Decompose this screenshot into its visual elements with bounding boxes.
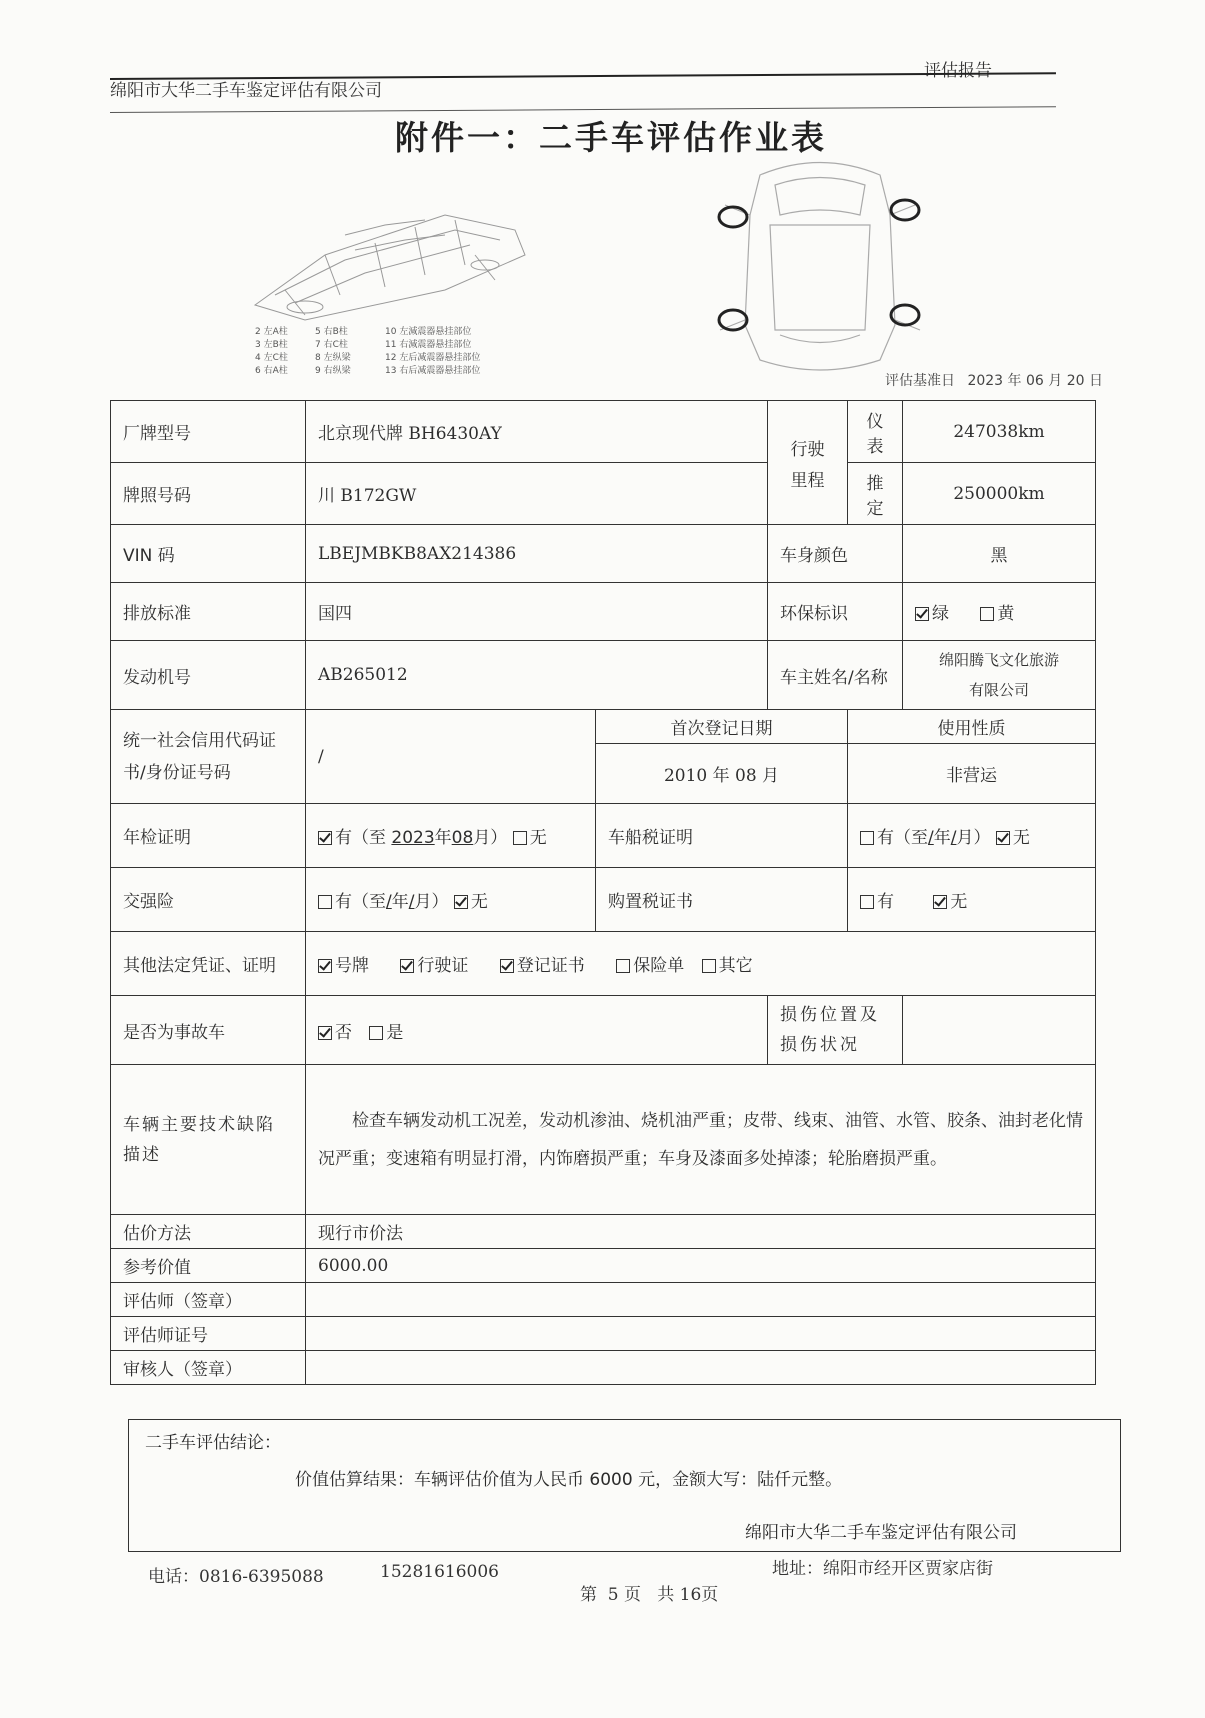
reviewer-label: 审核人（签章） bbox=[111, 1351, 306, 1385]
owner-value-line2: 有限公司 bbox=[969, 681, 1030, 699]
doc-license-checkbox[interactable] bbox=[400, 959, 414, 973]
legend-item: 9 右纵梁 bbox=[315, 366, 351, 376]
eco-options bbox=[903, 583, 1096, 641]
meter-label-line1: 仪 bbox=[866, 411, 884, 432]
conclusion-label: 二手车评估结论： bbox=[145, 1433, 281, 1453]
base-date-label: 评估基准日 bbox=[885, 373, 955, 389]
accident-no-checkbox[interactable] bbox=[318, 1026, 332, 1040]
annual-year: 2023 bbox=[391, 828, 435, 848]
ref-value-label: 参考价值 bbox=[111, 1249, 306, 1283]
annual-label: 年检证明 bbox=[111, 804, 306, 868]
legend-item: 11 右減震器悬挂部位 bbox=[385, 340, 472, 350]
accident-yes: 是 bbox=[386, 1022, 404, 1043]
vessel-none: 无 bbox=[1012, 828, 1030, 848]
annual-month-unit: 月） bbox=[473, 828, 508, 848]
doc-license: 行驶证 bbox=[417, 956, 469, 976]
method-label: 估价方法 bbox=[111, 1215, 306, 1249]
company-header: 绵阳市大华二手车鉴定评估有限公司 bbox=[110, 81, 382, 101]
annual-has: 有（至 bbox=[335, 828, 386, 848]
ins-month-unit: 月） bbox=[414, 892, 449, 912]
footer-mobile: 15281616006 bbox=[380, 1562, 499, 1582]
accident-label: 是否为事故车 bbox=[111, 996, 306, 1065]
purchase-none-checkbox[interactable] bbox=[933, 895, 947, 909]
vessel-none-checkbox[interactable] bbox=[996, 831, 1010, 845]
evaluation-form-table bbox=[110, 400, 1096, 1385]
brand-label: 厂牌型号 bbox=[111, 401, 306, 463]
engine-value: AB265012 bbox=[306, 641, 768, 710]
meter-mileage-value: 247038km bbox=[903, 401, 1096, 463]
meter-label bbox=[848, 401, 903, 463]
engine-label: 发动机号 bbox=[111, 641, 306, 710]
legend-item: 10 左減震器悬挂部位 bbox=[385, 327, 472, 337]
vessel-year: / bbox=[928, 828, 934, 848]
insurance-label: 交强险 bbox=[111, 868, 306, 932]
damage-value bbox=[903, 996, 1096, 1065]
legend-item: 7 右C柱 bbox=[315, 340, 348, 350]
eco-yellow-label: 黄 bbox=[997, 604, 1015, 624]
purchase-label: 购置税证书 bbox=[596, 868, 848, 932]
docs-label: 其他法定凭证、证明 bbox=[111, 932, 306, 996]
annual-has-checkbox[interactable] bbox=[318, 831, 332, 845]
footer-address: 地址：绵阳市经开区贾家店街 bbox=[772, 1559, 993, 1579]
car-frame-diagram bbox=[245, 195, 535, 325]
accident-yes-checkbox[interactable] bbox=[369, 1026, 383, 1040]
diagram-legend bbox=[255, 326, 525, 378]
estimated-mileage-value: 250000km bbox=[903, 463, 1096, 525]
accident-no: 否 bbox=[335, 1022, 352, 1043]
accident-options bbox=[306, 996, 768, 1065]
vessel-year-unit: 年 bbox=[933, 828, 951, 848]
annual-month: 08 bbox=[451, 828, 474, 848]
emission-label: 排放标准 bbox=[111, 583, 306, 641]
base-date bbox=[885, 370, 1103, 390]
base-date-value: 2023 年 06 月 20 日 bbox=[967, 373, 1103, 389]
ins-has: 有（至 bbox=[335, 892, 386, 912]
owner-value bbox=[903, 641, 1096, 710]
page-number: 第 5 页 共 16页 bbox=[580, 1585, 719, 1605]
legend-item: 12 左后减震器悬挂部位 bbox=[385, 353, 481, 363]
vessel-options bbox=[848, 804, 1096, 868]
doc-plate-checkbox[interactable] bbox=[318, 959, 332, 973]
doc-insurance-checkbox[interactable] bbox=[616, 959, 630, 973]
doc-registration: 登记证书 bbox=[516, 956, 585, 976]
legend-item: 3 左B柱 bbox=[255, 340, 288, 350]
cert-label: 评估师证号 bbox=[111, 1317, 306, 1351]
vessel-has: 有（至 bbox=[877, 828, 929, 848]
conclusion-text: 价值估算结果：车辆评估价值为人民币 6000 元，金额大写：陆仟元整。 bbox=[295, 1470, 843, 1490]
annual-none-checkbox[interactable] bbox=[513, 831, 527, 845]
estimated-label bbox=[848, 463, 903, 525]
eco-yellow-checkbox[interactable] bbox=[980, 607, 994, 621]
purchase-has: 有 bbox=[877, 892, 895, 912]
ins-none: 无 bbox=[470, 892, 488, 912]
meter-label-line2: 表 bbox=[866, 436, 884, 457]
defect-label: 车辆主要技术缺陷描述 bbox=[111, 1065, 306, 1215]
purchase-none: 无 bbox=[950, 892, 968, 912]
doc-registration-checkbox[interactable] bbox=[500, 959, 514, 973]
report-type: 评估报告 bbox=[924, 61, 992, 81]
plate-value: 川 B172GW bbox=[306, 463, 768, 525]
first-reg-label: 首次登记日期 bbox=[596, 710, 848, 744]
vessel-label: 车船税证明 bbox=[596, 804, 848, 868]
legend-item: 4 左C柱 bbox=[255, 353, 288, 363]
footer-phone: 电话：0816-6395088 bbox=[148, 1567, 324, 1587]
purchase-options bbox=[848, 868, 1096, 932]
ins-none-checkbox[interactable] bbox=[454, 895, 468, 909]
purchase-has-checkbox[interactable] bbox=[860, 895, 874, 909]
emission-value: 国四 bbox=[306, 583, 768, 641]
ref-value: 6000.00 bbox=[306, 1249, 1096, 1283]
reviewer-signature bbox=[306, 1351, 1096, 1385]
cert-value bbox=[306, 1317, 1096, 1351]
vessel-month: / bbox=[950, 828, 957, 848]
legend-item: 5 右B柱 bbox=[315, 327, 348, 337]
color-value: 黑 bbox=[903, 525, 1096, 583]
annual-year-unit: 年 bbox=[434, 828, 452, 848]
insurance-options bbox=[306, 868, 596, 932]
vessel-has-checkbox[interactable] bbox=[860, 831, 874, 845]
page-title: 附件一：二手车评估作业表 bbox=[395, 118, 827, 157]
color-label: 车身颜色 bbox=[768, 525, 903, 583]
estimated-label-line2: 定 bbox=[866, 498, 884, 519]
ins-year-unit: 年 bbox=[391, 892, 409, 912]
ins-month: / bbox=[408, 892, 415, 912]
doc-plate: 号牌 bbox=[335, 956, 369, 976]
docs-options bbox=[306, 932, 1096, 996]
annual-none: 无 bbox=[529, 828, 547, 848]
annual-options bbox=[306, 804, 596, 868]
credit-label-line2: 书/身份证号码 bbox=[123, 762, 231, 783]
use-label: 使用性质 bbox=[848, 710, 1096, 744]
defect-description: 检查车辆发动机工况差，发动机渗油、烧机油严重；皮带、线束、油管、水管、胶条、油封老化情况严重；变速箱有明显打滑，内饰磨损严重；车身及漆面多处掉漆；轮胎磨损严重。 bbox=[306, 1065, 1096, 1215]
brand-value: 北京现代牌 BH6430AY bbox=[306, 401, 768, 463]
damage-label: 损伤位置及损伤状况 bbox=[768, 996, 903, 1065]
eco-green-label: 绿 bbox=[932, 604, 950, 624]
appraiser-label: 评估师（签章） bbox=[111, 1283, 306, 1317]
ins-has-checkbox[interactable] bbox=[318, 895, 332, 909]
vin-value: LBEJMBKB8AX214386 bbox=[306, 525, 768, 583]
legend-item: 8 左纵梁 bbox=[315, 353, 351, 363]
owner-value-line1: 绵阳腾飞文化旅游 bbox=[939, 651, 1060, 669]
doc-insurance: 保险单 bbox=[633, 956, 685, 976]
car-top-view-diagram bbox=[705, 155, 935, 380]
first-reg-value: 2010 年 08 月 bbox=[596, 744, 848, 804]
ins-year: / bbox=[386, 892, 392, 912]
legend-item: 6 右A柱 bbox=[255, 366, 288, 376]
eco-green-checkbox[interactable] bbox=[915, 607, 929, 621]
legend-item: 13 右后减震器悬挂部位 bbox=[385, 366, 481, 376]
mileage-label bbox=[768, 401, 848, 525]
credit-value: / bbox=[306, 710, 596, 804]
appraiser-signature bbox=[306, 1283, 1096, 1317]
plate-label: 牌照号码 bbox=[111, 463, 306, 525]
eco-label: 环保标识 bbox=[768, 583, 903, 641]
credit-label-line1: 统一社会信用代码证 bbox=[123, 730, 276, 751]
vessel-month-unit: 月） bbox=[956, 828, 991, 848]
credit-label bbox=[111, 710, 306, 804]
mileage-label-line2: 里程 bbox=[790, 470, 825, 491]
vin-label: VIN 码 bbox=[111, 525, 306, 583]
use-value: 非营运 bbox=[848, 744, 1096, 804]
estimated-label-line1: 推 bbox=[866, 473, 884, 494]
doc-other-checkbox[interactable] bbox=[702, 959, 716, 973]
method-value: 现行市价法 bbox=[306, 1215, 1096, 1249]
conclusion-company: 绵阳市大华二手车鉴定评估有限公司 bbox=[745, 1523, 1017, 1543]
legend-item: 2 左A柱 bbox=[255, 327, 288, 337]
owner-label: 车主姓名/名称 bbox=[768, 641, 903, 710]
mileage-label-line1: 行驶 bbox=[790, 439, 825, 460]
doc-other: 其它 bbox=[718, 956, 753, 976]
